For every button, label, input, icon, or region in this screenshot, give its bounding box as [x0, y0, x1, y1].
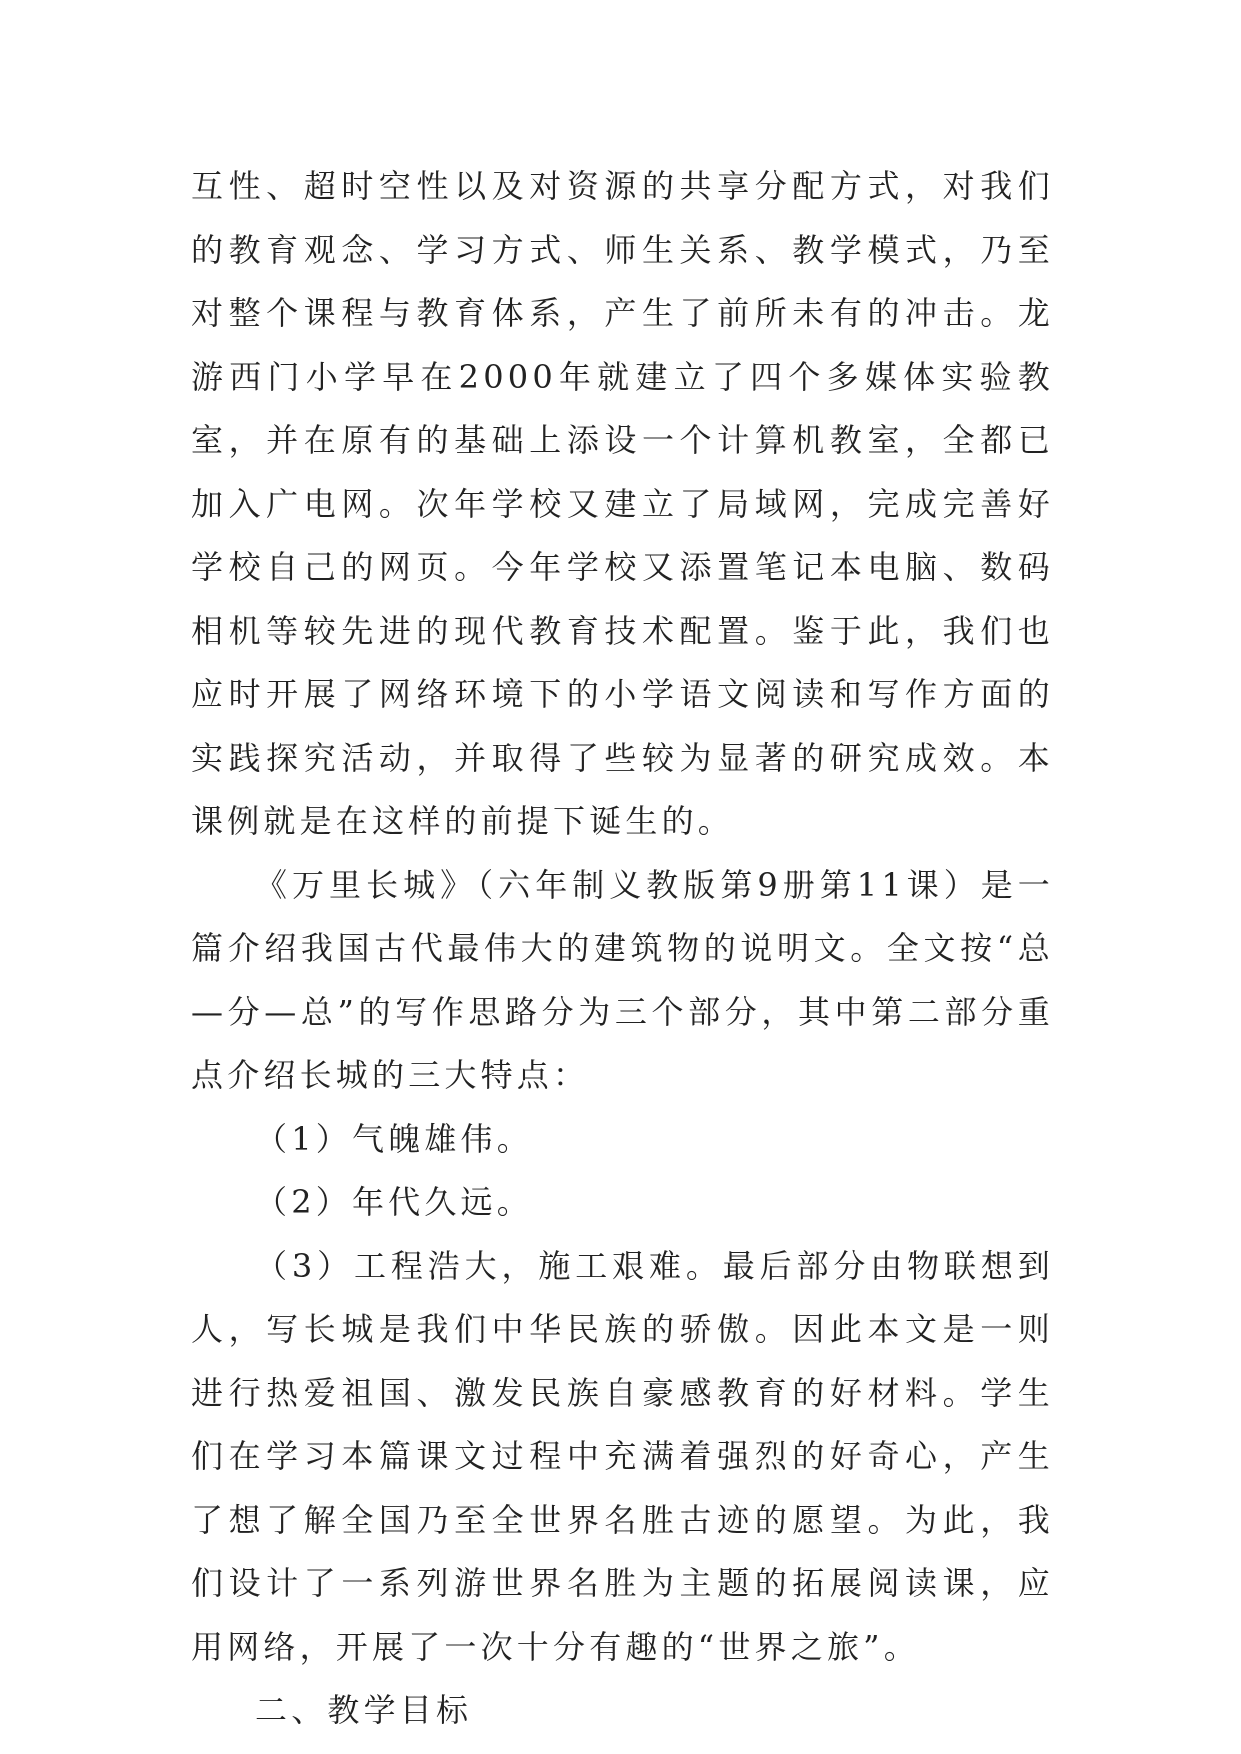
list-item-feature-3: （3）工程浩大，施工艰难。最后部分由物联想到人，写长城是我们中华民族的骄傲。因此本文是一则进行热爱祖国、激发民族自豪感教育的好材料。学生们在学习本篇课文过程中充满着强烈的好奇心，产生了想了解全国乃至全世界名胜古迹的愿望。为此，我们设计了一系列游世界名胜为主题的拓展阅读课，应用网络，开展了一次十分有趣的“世界之旅”。 — [191, 1246, 1054, 1666]
list-item-feature-2: （2）年代久远。 — [255, 1183, 533, 1221]
paragraph-continuation: 互性、超时空性以及对资源的共享分配方式，对我们的教育观念、学习方式、师生关系、教学模式，乃至对整个课程与教育体系，产生了前所未有的冲击。龙游西门小学早在2000年就建立了四个多媒体实验教室，并在原有的基础上添设一个计算机教室，全都已加入广电网。次年学校又建立了局域网，完成完善好学校自己的网页。今年学校又添置笔记本电脑、数码相机等较先进的现代教育技术配置。鉴于此，我们也应时开展了网络环境下的小学语文阅读和写作方面的实践探究活动，并取得了些较为显著的研究成效。本课例就是在这样的前提下诞生的。 — [191, 167, 1054, 840]
section-heading-teaching-goals: 二、教学目标 — [255, 1691, 473, 1729]
paragraph-wanli-changcheng: 《万里长城》（六年制义教版第9册第11课）是一篇介绍我国古代最伟大的建筑物的说明文。全文按“总—分—总”的写作思路分为三个部分，其中第二部分重点介绍长城的三大特点： — [191, 865, 1054, 1094]
document-body — [191, 155, 1054, 1743]
list-item-feature-1: （1）气魄雄伟。 — [255, 1119, 533, 1158]
